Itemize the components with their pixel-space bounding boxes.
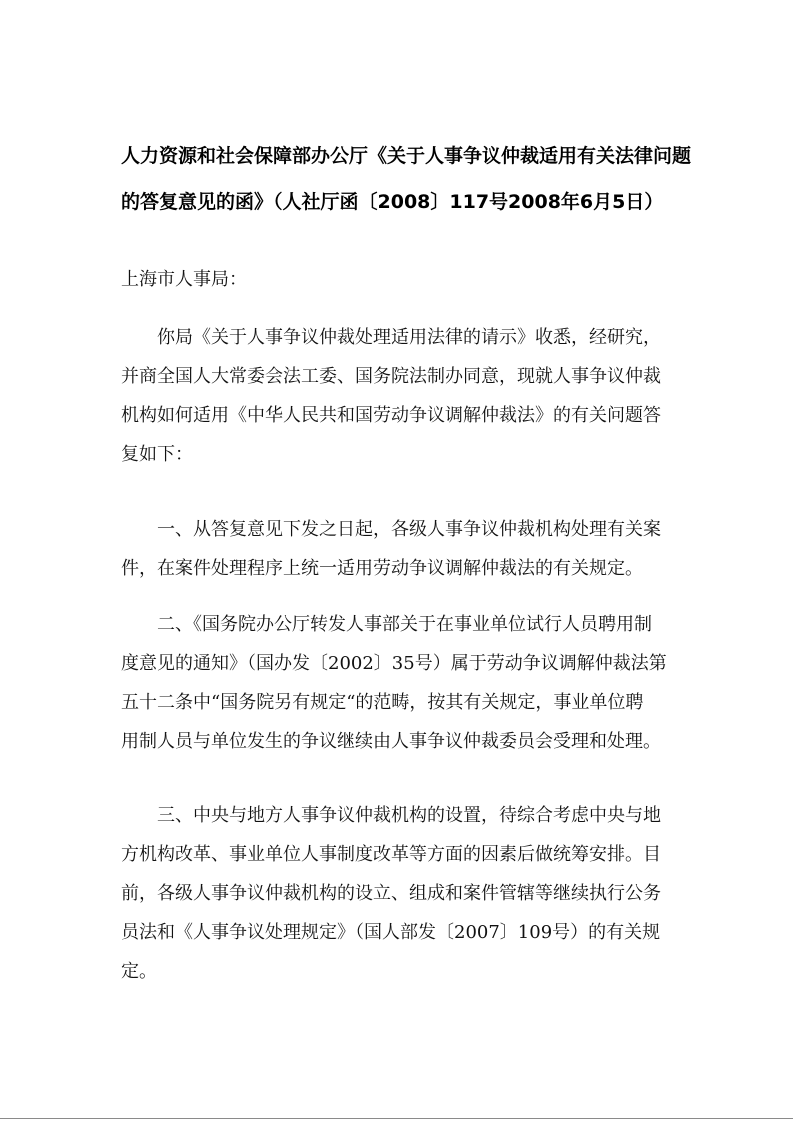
- paragraph-line: 方机构改革、事业单位人事制度改革等方面的因素后做统筹安排。目: [121, 844, 661, 865]
- paragraph-line: 一、从答复意见下发之日起，各级人事争议仲裁机构处理有关案: [157, 519, 661, 540]
- paragraph-line: 复如下：: [121, 444, 193, 465]
- salutation: 上海市人事局：: [121, 269, 247, 290]
- page-bottom-divider: [0, 1118, 793, 1119]
- paragraph-line: 度意见的通知》（国办发〔2002〕35号）属于劳动争议调解仲裁法第: [121, 653, 667, 674]
- body-paragraph-item-2: [121, 605, 681, 761]
- title-line: 人力资源和社会保障部办公厅《关于人事争议仲裁适用有关法律问题: [121, 145, 692, 167]
- paragraph-line: 五十二条中“国务院另有规定“的范畴，按其有关规定，事业单位聘: [121, 692, 644, 713]
- paragraph-line: 前，各级人事争议仲裁机构的设立、组成和案件管辖等继续执行公务: [121, 883, 661, 904]
- title-line: 的答复意见的函》（人社厅函〔2008〕117号2008年6月5日）: [121, 191, 664, 213]
- paragraph-line: 机构如何适用《中华人民共和国劳动争议调解仲裁法》的有关问题答: [121, 405, 661, 426]
- document-title: [121, 133, 692, 225]
- body-paragraph-item-1: [121, 510, 681, 588]
- paragraph-line: 并商全国人大常委会法工委、国务院法制办同意，现就人事争议仲裁: [121, 366, 661, 387]
- paragraph-line: 用制人员与单位发生的争议继续由人事争议仲裁委员会受理和处理。: [121, 731, 661, 752]
- paragraph-line: 你局《关于人事争议仲裁处理适用法律的请示》收悉，经研究，: [157, 327, 661, 348]
- paragraph-line: 三、中央与地方人事争议仲裁机构的设置，待综合考虑中央与地: [157, 805, 661, 826]
- body-paragraph-item-3: [121, 796, 681, 991]
- body-paragraph-intro: [121, 318, 681, 474]
- paragraph-line: 员法和《人事争议处理规定》（国人部发〔2007〕109号）的有关规: [121, 922, 661, 943]
- paragraph-line: 二、《国务院办公厅转发人事部关于在事业单位试行人员聘用制: [157, 614, 652, 635]
- paragraph-line: 件，在案件处理程序上统一适用劳动争议调解仲裁法的有关规定。: [121, 558, 643, 579]
- paragraph-line: 定。: [121, 961, 157, 982]
